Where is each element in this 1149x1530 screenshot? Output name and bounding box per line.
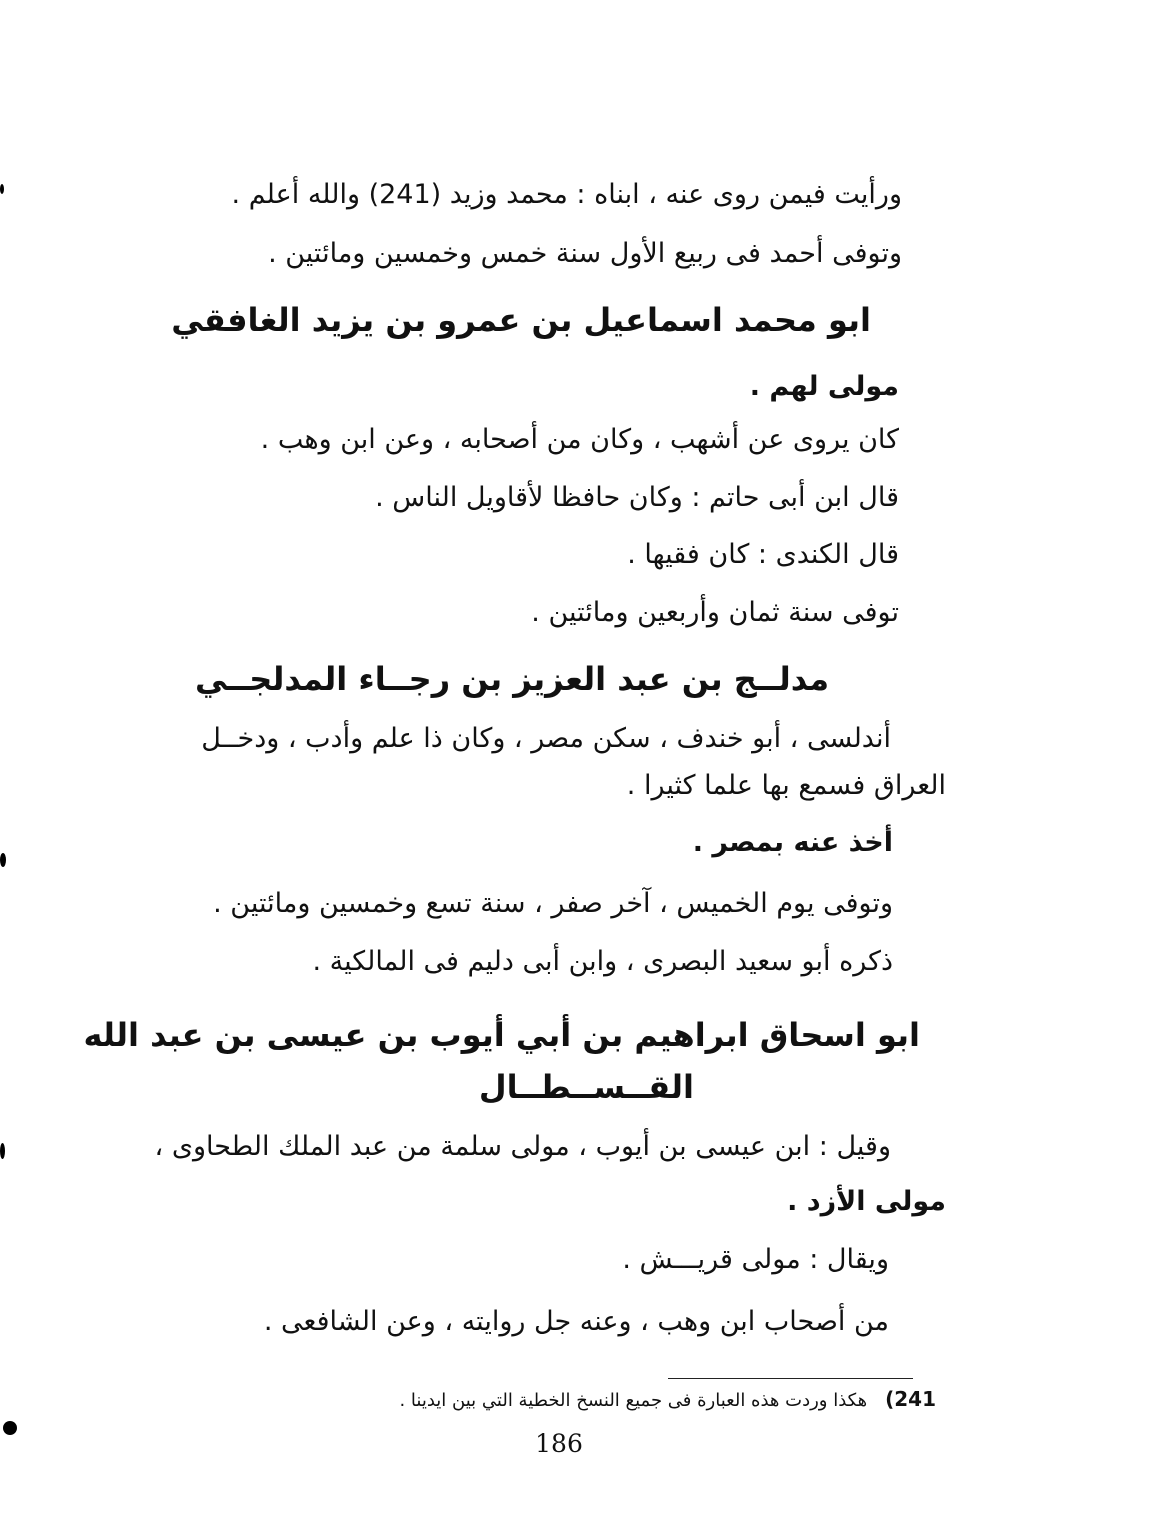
text-line: وقيل : ابن عيسى بن أيوب ، مولى سلمة من عبد الملك الطحاوى ، [154,1131,891,1162]
scan-speck [0,184,4,194]
entry-heading: مدلــج بن عبد العزيز بن رجــاء المدلجــي [195,660,829,698]
text-line: مولى لهم . [749,371,899,402]
text-line: أخذ عنه بمصر . [692,827,893,858]
text-line: مولى الأزد . [787,1186,946,1217]
text-line: قال الكندى : كان فقيها . [627,539,899,570]
text-line: كان يروى عن أشهب ، وكان من أصحابه ، وعن ابن وهب . [260,424,899,455]
entry-heading: ابو محمد اسماعيل بن عمرو بن يزيد الغافقي [171,301,871,339]
text-line: من أصحاب ابن وهب ، وعنه جل روايته ، وعن الشافعى . [263,1306,889,1337]
text-line: العراق فسمع بها علما كثيرا . [626,770,946,801]
scan-speck [0,853,6,867]
entry-heading: القــســطــال [478,1068,694,1106]
scan-speck [3,1421,17,1435]
text-line: ذكره أبو سعيد البصرى ، وابن أبى دليم فى المالكية . [312,946,893,977]
text-line: قال ابن أبى حاتم : وكان حافظا لأقاويل الناس . [375,482,899,513]
text-line: ورأيت فيمن روى عنه ، ابناه : محمد وزيد (241) والله أعلم . [231,179,902,210]
footnote [399,1384,936,1416]
page-number: 186 [535,1429,583,1458]
text-line: وتوفى يوم الخميس ، آخر صفر ، سنة تسع وخمسين ومائتين . [213,888,893,919]
entry-heading: ابو اسحاق ابراهيم بن أبي أيوب بن عيسى بن عبد الله [83,1016,920,1054]
text-line: وتوفى أحمد فى ربيع الأول سنة خمس وخمسين ومائتين . [268,238,902,269]
footnote-number: 241) [885,1387,936,1411]
text-line: أندلسى ، أبو خندف ، سكن مصر ، وكان ذا علم وأدب ، ودخــل [201,723,891,754]
footnote-rule [668,1378,913,1379]
scan-speck [0,1143,5,1159]
footnote-text: هكذا وردت هذه العبارة فى جميع النسخ الخطية التي بين ايدينا . [399,1390,868,1411]
text-line: ويقال : مولى قريـــش . [622,1244,889,1275]
text-line: توفى سنة ثمان وأربعين ومائتين . [531,597,899,628]
